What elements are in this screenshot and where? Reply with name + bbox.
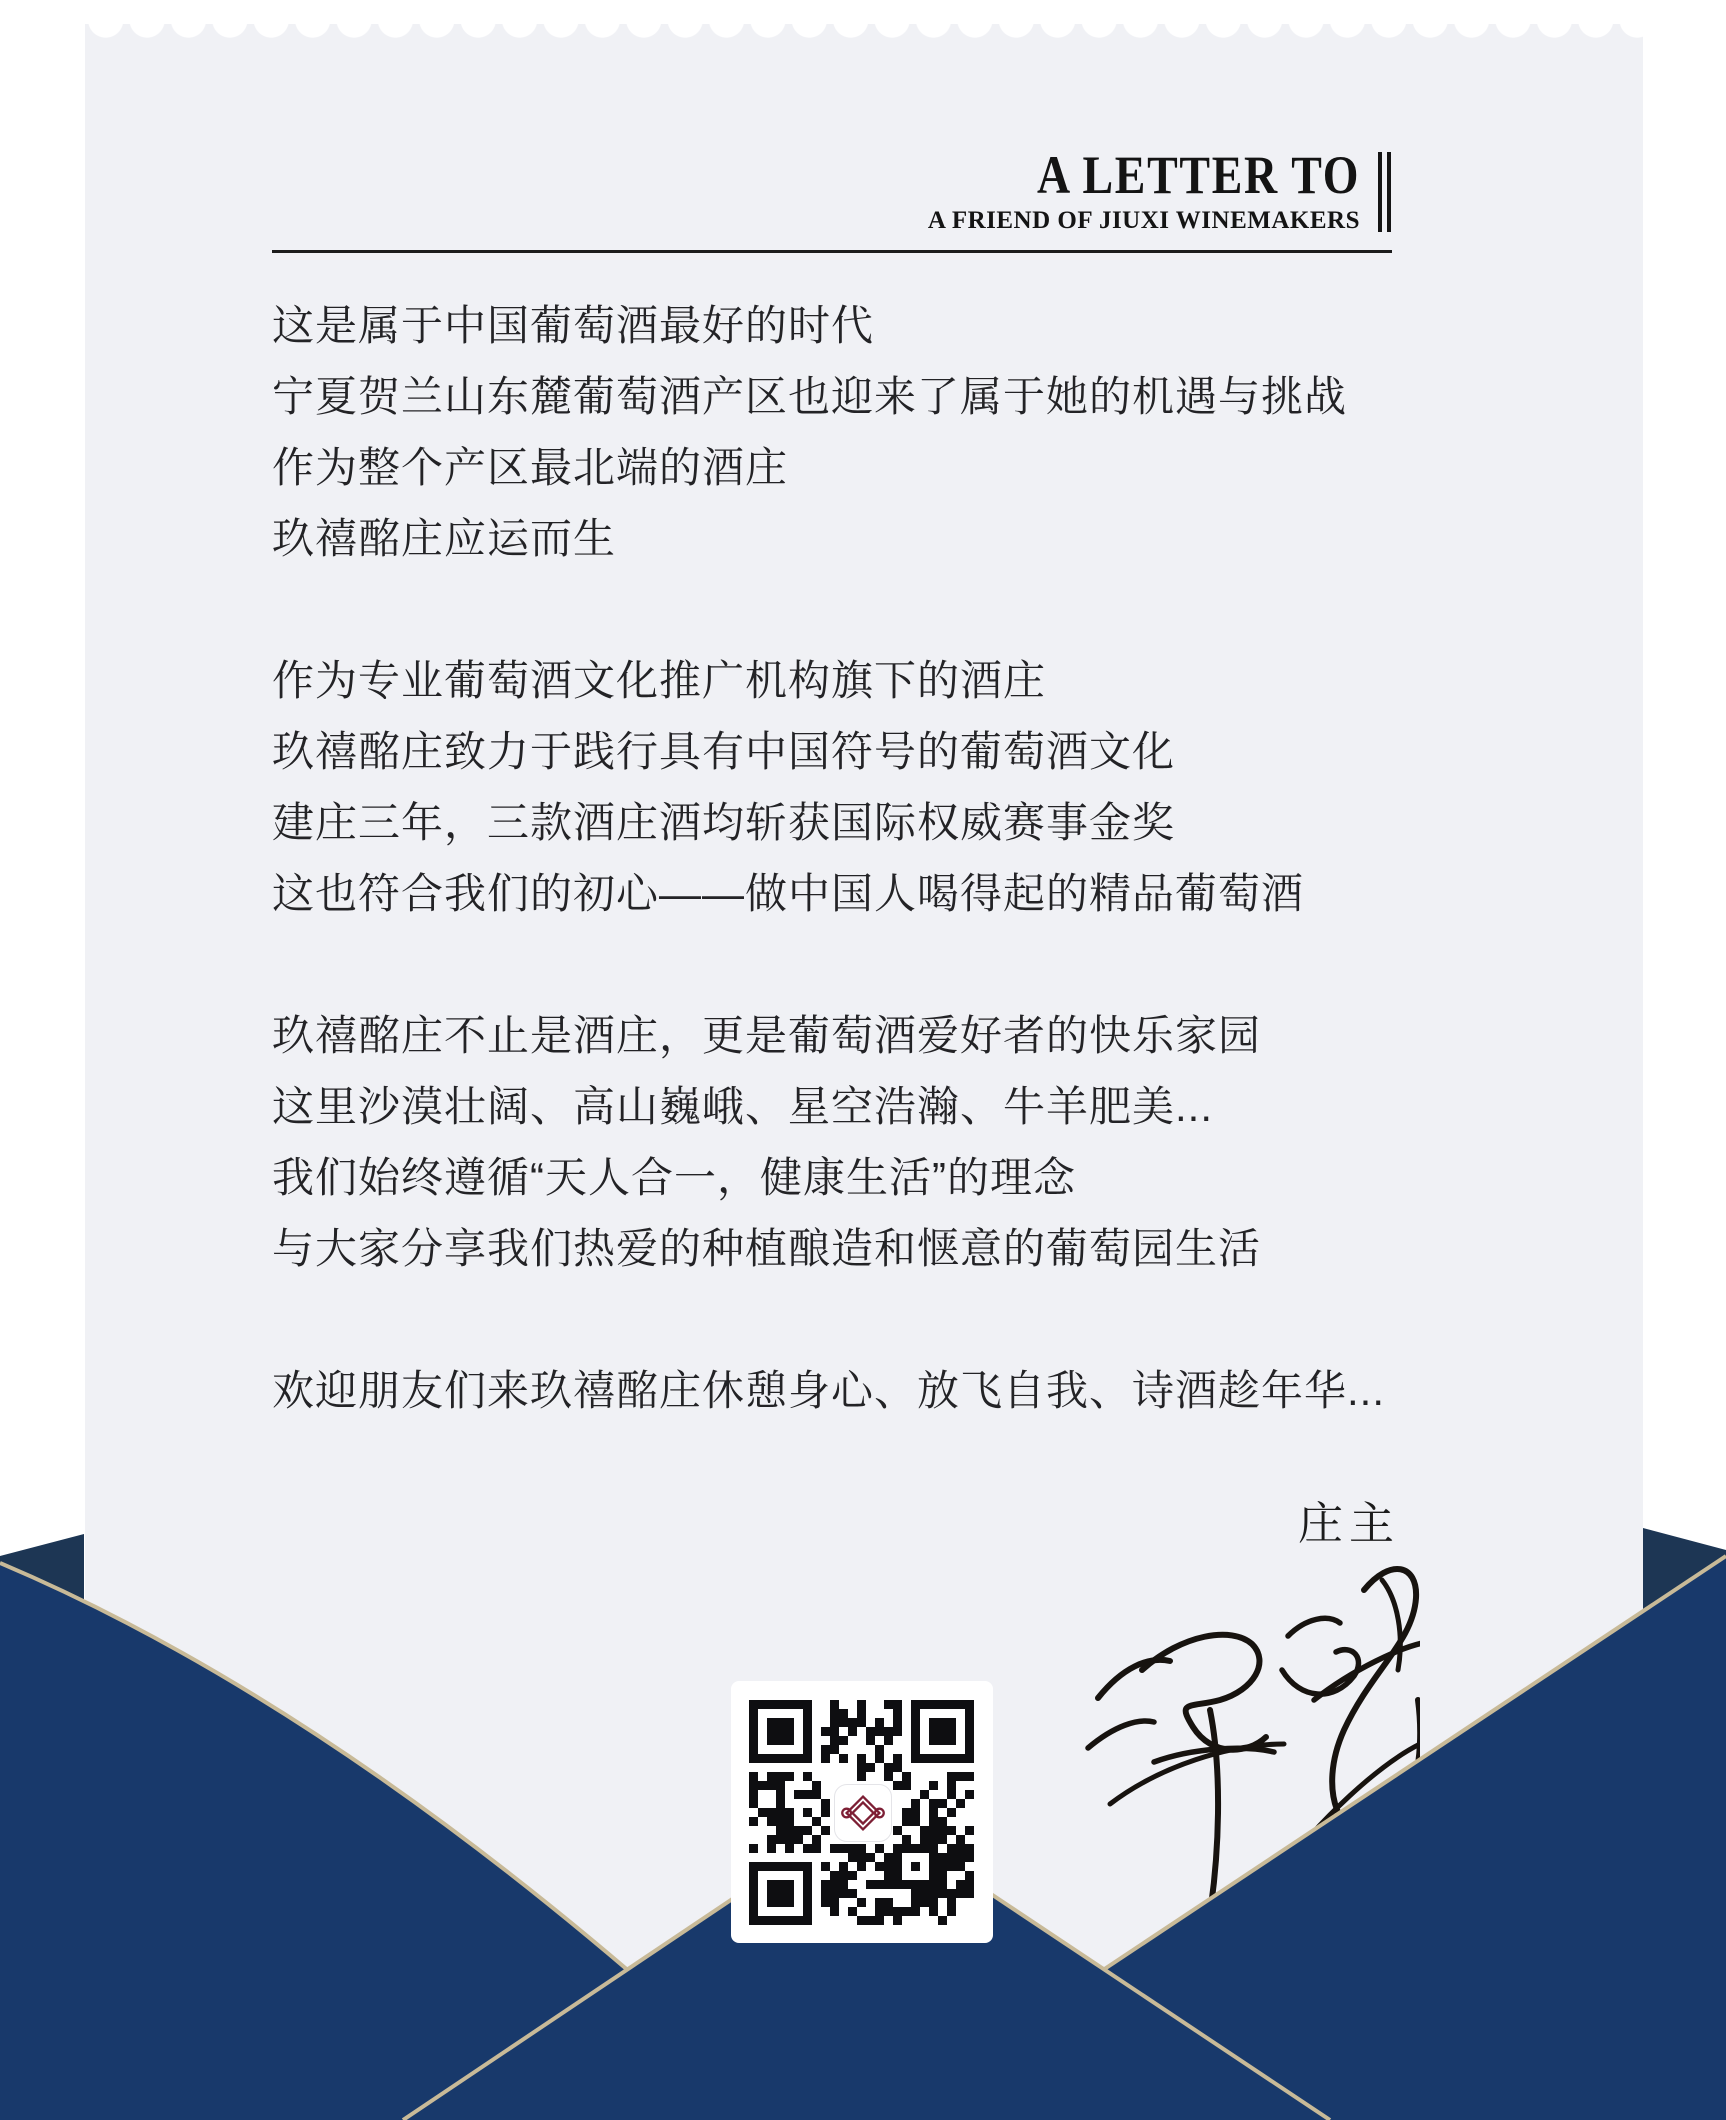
letter-line: 宁夏贺兰山东麓葡萄酒产区也迎来了属于她的机遇与挑战 bbox=[272, 373, 1348, 420]
letter-line: 建庄三年，三款酒庄酒均斩获国际权威赛事金奖 bbox=[272, 799, 1176, 846]
letter-line: 作为专业葡萄酒文化推广机构旗下的酒庄 bbox=[272, 657, 1047, 704]
signoff-label: 庄主 bbox=[1297, 1498, 1400, 1549]
winery-logo-icon bbox=[834, 1784, 892, 1842]
letter-line: 这也符合我们的初心——做中国人喝得起的精品葡萄酒 bbox=[272, 870, 1305, 917]
letter-line: 这里沙漠壮阔、高山巍峨、星空浩瀚、牛羊肥美... bbox=[272, 1083, 1214, 1130]
letter-line: 作为整个产区最北端的酒庄 bbox=[272, 444, 789, 491]
signature-handwriting-icon bbox=[1080, 1548, 1420, 1938]
letter-line: 玖禧酩庄不止是酒庄，更是葡萄酒爱好者的快乐家园 bbox=[272, 1012, 1262, 1059]
paragraph-3 bbox=[272, 1000, 1452, 1284]
qr-code-card bbox=[731, 1681, 993, 1943]
paragraph-4 bbox=[272, 1355, 1452, 1426]
envelope-lining-left bbox=[0, 1534, 84, 1650]
paragraph-2 bbox=[272, 645, 1452, 929]
double-bars-icon bbox=[1378, 152, 1391, 232]
letter-line: 玖禧酩庄致力于践行具有中国符号的葡萄酒文化 bbox=[272, 728, 1176, 775]
paragraph-1 bbox=[272, 290, 1452, 574]
torn-edge-decoration bbox=[85, 24, 1643, 48]
letter-line: 与大家分享我们热爱的种植酿造和惬意的葡萄园生活 bbox=[272, 1225, 1262, 1272]
header-divider bbox=[272, 250, 1392, 253]
letter-line: 我们始终遵循“天人合一，健康生活”的理念 bbox=[272, 1154, 1076, 1201]
page-subtitle: A FRIEND OF JIUXI WINEMAKERS bbox=[927, 207, 1360, 234]
letter-line: 欢迎朋友们来玖禧酩庄休憩身心、放飞自我、诗酒趁年华... bbox=[272, 1367, 1386, 1414]
letter-line: 玖禧酩庄应运而生 bbox=[272, 515, 617, 562]
envelope-lining-right bbox=[1643, 1528, 1726, 1645]
letter-line: 这是属于中国葡萄酒最好的时代 bbox=[272, 302, 875, 349]
letter-body bbox=[272, 290, 1452, 1497]
letter-header bbox=[927, 145, 1391, 236]
page-title: A LETTER TO bbox=[1036, 145, 1360, 205]
